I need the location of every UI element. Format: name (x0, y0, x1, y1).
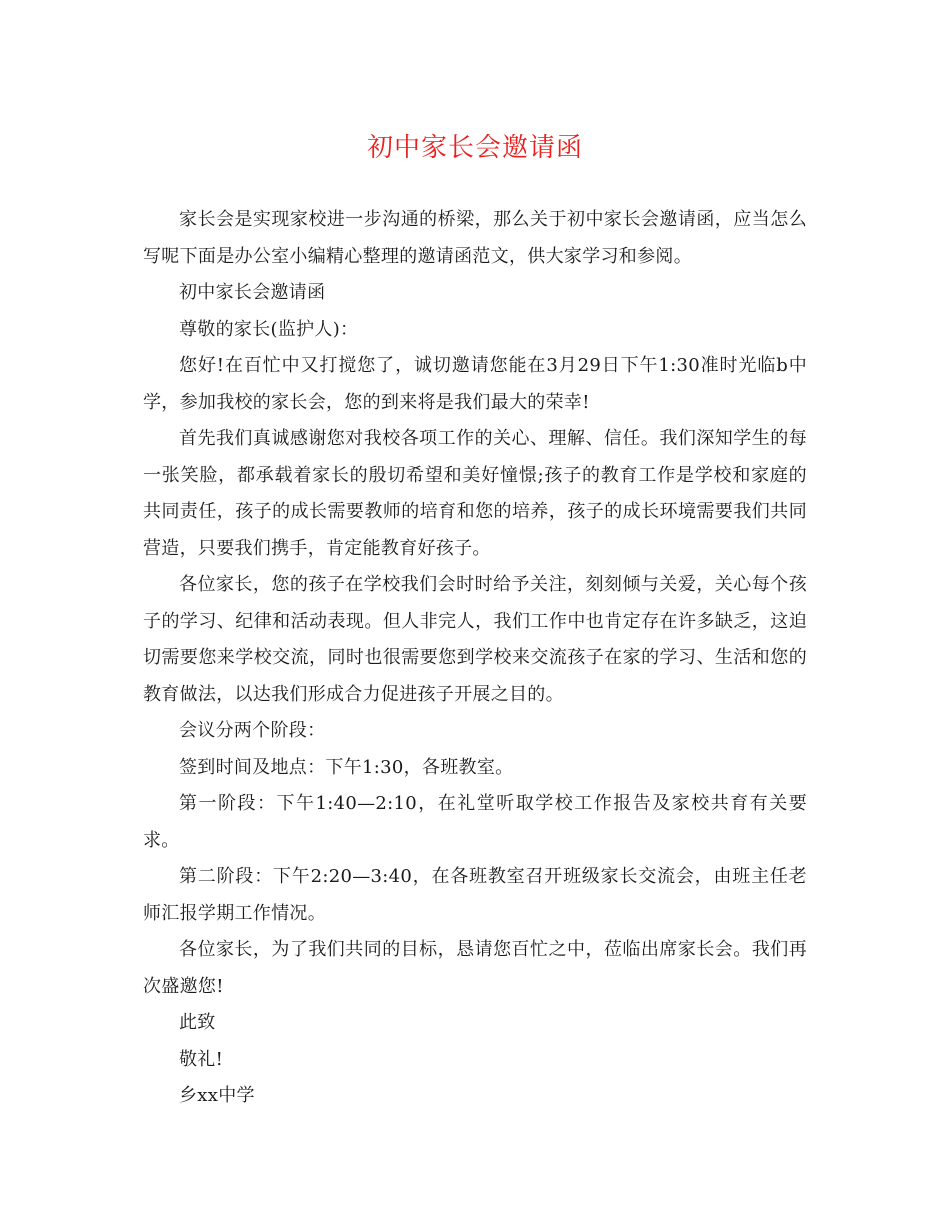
salutation: 尊敬的家长(监护人)： (179, 318, 359, 340)
request-paragraph: 各位家长，您的孩子在学校我们会时时给予关注，刻刻倾与关爱，关心每个孩子的学习、纪律和活动表现。但人非完人，我们工作中也肯定存在许多缺乏，这迫切需要您来学校交流，同时也很需要您到学校来交流孩子在家的学习、生活和您的教育做法，以达我们形成合力促进孩子开展之目的。 (143, 574, 807, 705)
closing-paragraph: 各位家长，为了我们共同的目标，恳请您百忙之中，莅临出席家长会。我们再次盛邀您! (143, 939, 807, 997)
closing-phrase: 此致 (179, 1012, 216, 1033)
agenda-stage-one: 第一阶段：下午1:40—2:10，在礼堂听取学校工作报告及家校共育有关要求。 (143, 793, 807, 851)
document-body (143, 202, 807, 1115)
greeting-paragraph: 您好!在百忙中又打搅您了，诚切邀请您能在3月29日下午1:30准时光临b中学，参加我校的家长会，您的到来将是我们最大的荣幸! (143, 355, 807, 413)
thanks-paragraph: 首先我们真诚感谢您对我校各项工作的关心、理解、信任。我们深知学生的每一张笑脸，都承载着家长的殷切希望和美好憧憬;孩子的教育工作是学校和家庭的共同责任，孩子的成长需要教师的培育和您的培养，孩子的成长环境需要我们共同营造，只要我们携手，肯定能教育好孩子。 (143, 428, 807, 559)
document-title: 初中家长会邀请函 (366, 133, 583, 163)
agenda-stage-two: 第二阶段：下午2:20—3:40，在各班教室召开班级家长交流会，由班主任老师汇报学期工作情况。 (143, 866, 807, 924)
agenda-heading: 会议分两个阶段： (179, 720, 326, 741)
letter-heading: 初中家长会邀请函 (179, 282, 326, 303)
intro-paragraph: 家长会是实现家校进一步沟通的桥梁，那么关于初中家长会邀请函，应当怎么写呢下面是办公室小编精心整理的邀请函范文，供大家学习和参阅。 (143, 209, 807, 267)
signature: 乡xx中学 (179, 1085, 255, 1106)
agenda-signin: 签到时间及地点：下午1:30，各班教室。 (179, 756, 514, 778)
closing-salute: 敬礼! (179, 1048, 224, 1070)
